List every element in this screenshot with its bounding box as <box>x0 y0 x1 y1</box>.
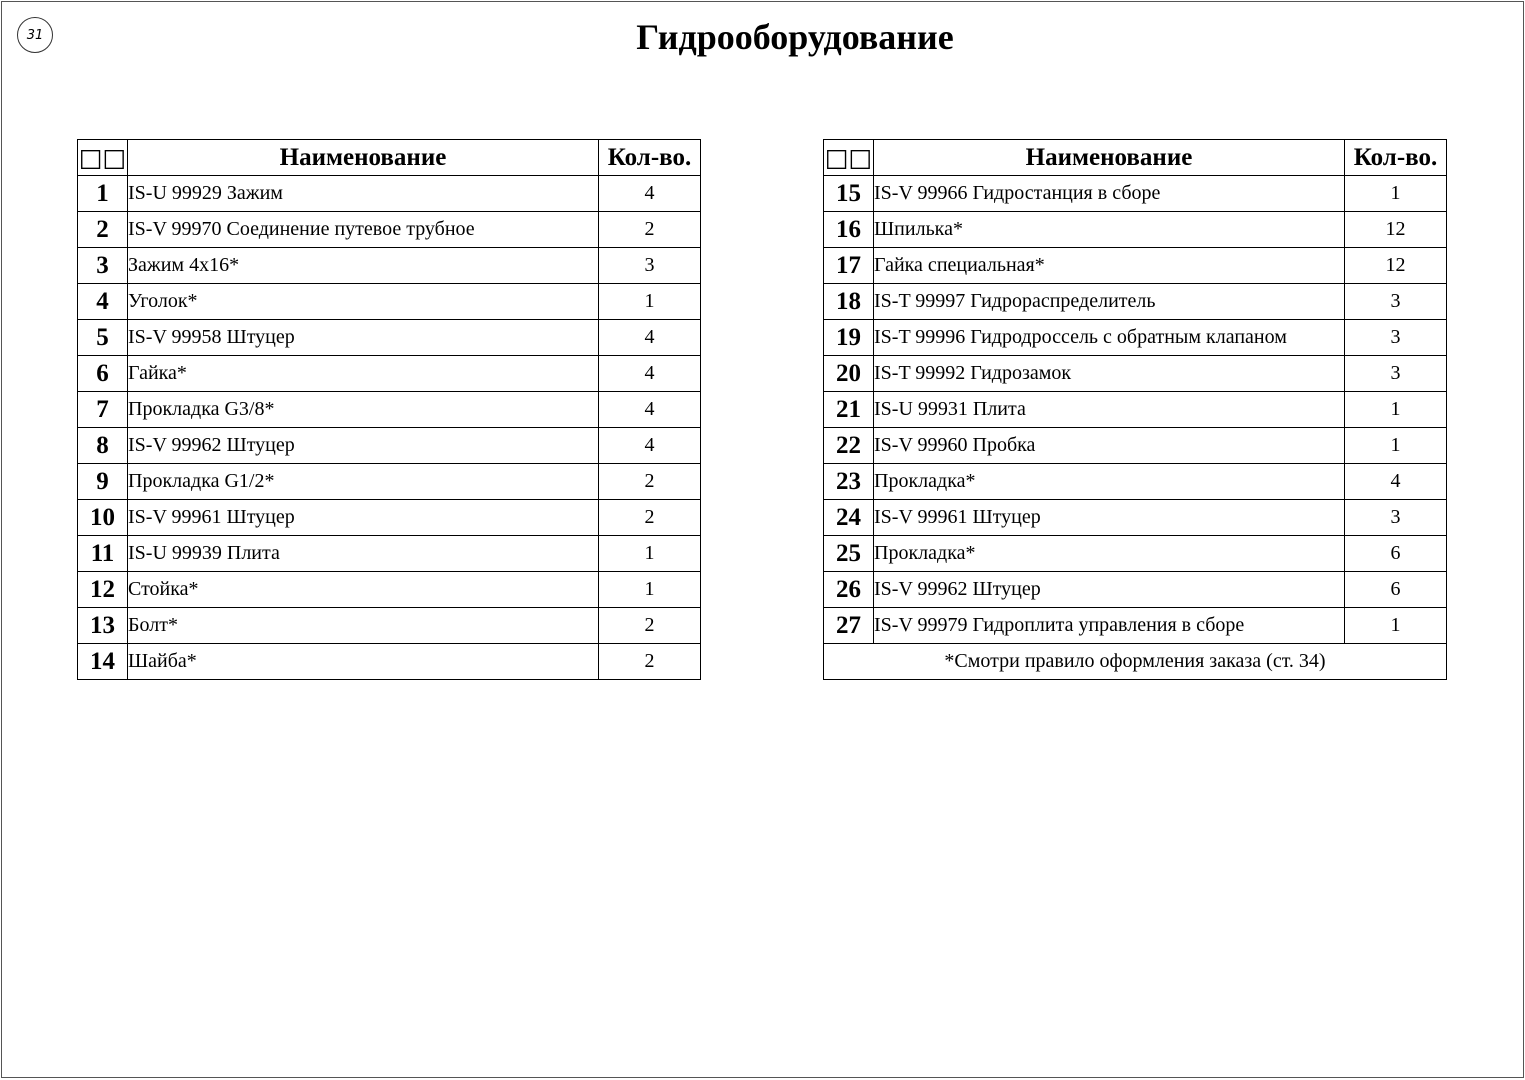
table-row <box>824 572 1447 608</box>
item-quantity: 2 <box>599 464 701 500</box>
item-quantity: 2 <box>599 608 701 644</box>
item-quantity: 1 <box>1345 176 1447 212</box>
table-row <box>824 536 1447 572</box>
item-quantity: 1 <box>599 536 701 572</box>
item-name: Стойка* <box>128 572 599 608</box>
item-number: 23 <box>824 464 874 500</box>
item-name: IS-U 99939 Плита <box>128 536 599 572</box>
table-row <box>78 212 701 248</box>
item-name: Прокладка* <box>874 536 1345 572</box>
item-quantity: 4 <box>599 320 701 356</box>
table-row <box>78 176 701 212</box>
item-number: 7 <box>78 392 128 428</box>
table-row <box>78 356 701 392</box>
item-name: Зажим 4x16* <box>128 248 599 284</box>
item-name: Шайба* <box>128 644 599 680</box>
item-number: 1 <box>78 176 128 212</box>
item-quantity: 2 <box>599 500 701 536</box>
table-row <box>78 608 701 644</box>
item-number: 10 <box>78 500 128 536</box>
item-name: IS-T 99997 Гидрораспределитель <box>874 284 1345 320</box>
item-number: 25 <box>824 536 874 572</box>
item-number: 20 <box>824 356 874 392</box>
header-number: □□ <box>824 140 874 176</box>
item-quantity: 1 <box>1345 428 1447 464</box>
item-name: IS-U 99931 Плита <box>874 392 1345 428</box>
item-number: 2 <box>78 212 128 248</box>
item-name: IS-V 99979 Гидроплита управления в сборе <box>874 608 1345 644</box>
item-name: IS-T 99996 Гидродроссель с обратным клапаном <box>874 320 1345 356</box>
header-number: □□ <box>78 140 128 176</box>
item-quantity: 3 <box>1345 500 1447 536</box>
item-number: 16 <box>824 212 874 248</box>
item-name: Прокладка G3/8* <box>128 392 599 428</box>
item-name: IS-V 99970 Соединение путевое трубное <box>128 212 599 248</box>
table-row <box>824 212 1447 248</box>
item-number: 22 <box>824 428 874 464</box>
item-number: 13 <box>78 608 128 644</box>
item-name: Гайка* <box>128 356 599 392</box>
page-number-label: 31 <box>26 27 44 43</box>
item-number: 8 <box>78 428 128 464</box>
item-quantity: 1 <box>599 284 701 320</box>
item-number: 17 <box>824 248 874 284</box>
parts-table-right <box>823 139 1447 680</box>
item-number: 27 <box>824 608 874 644</box>
item-quantity: 4 <box>599 428 701 464</box>
table-row <box>78 572 701 608</box>
table-header-row <box>824 140 1447 176</box>
item-quantity: 3 <box>599 248 701 284</box>
item-number: 12 <box>78 572 128 608</box>
item-number: 15 <box>824 176 874 212</box>
table-row <box>824 428 1447 464</box>
item-number: 9 <box>78 464 128 500</box>
table-row <box>824 284 1447 320</box>
item-quantity: 6 <box>1345 572 1447 608</box>
table-row <box>824 356 1447 392</box>
item-quantity: 2 <box>599 644 701 680</box>
table-row <box>78 428 701 464</box>
item-number: 3 <box>78 248 128 284</box>
item-quantity: 3 <box>1345 356 1447 392</box>
item-name: Прокладка* <box>874 464 1345 500</box>
item-quantity: 3 <box>1345 320 1447 356</box>
table-row <box>78 320 701 356</box>
item-name: IS-V 99960 Пробка <box>874 428 1345 464</box>
table-row <box>78 392 701 428</box>
table-row <box>824 320 1447 356</box>
item-number: 14 <box>78 644 128 680</box>
item-name: Уголок* <box>128 284 599 320</box>
item-name: IS-V 99962 Штуцер <box>128 428 599 464</box>
item-number: 19 <box>824 320 874 356</box>
item-quantity: 2 <box>599 212 701 248</box>
item-name: Шпилька* <box>874 212 1345 248</box>
item-quantity: 12 <box>1345 212 1447 248</box>
item-quantity: 4 <box>599 356 701 392</box>
table-row <box>824 392 1447 428</box>
table-row <box>824 500 1447 536</box>
table-row <box>78 644 701 680</box>
table-row <box>78 500 701 536</box>
header-name: Наименование <box>874 140 1345 176</box>
item-number: 21 <box>824 392 874 428</box>
parts-table-left <box>77 139 701 680</box>
table-row <box>824 248 1447 284</box>
footnote: *Смотри правило оформления заказа (ст. 34) <box>824 644 1447 680</box>
item-quantity: 1 <box>1345 608 1447 644</box>
item-quantity: 4 <box>599 392 701 428</box>
item-name: IS-V 99961 Штуцер <box>874 500 1345 536</box>
item-name: IS-V 99966 Гидростанция в сборе <box>874 176 1345 212</box>
page-title: Гидрооборудование <box>636 17 954 57</box>
table-row <box>824 608 1447 644</box>
item-number: 24 <box>824 500 874 536</box>
item-number: 18 <box>824 284 874 320</box>
header-quantity: Кол-во. <box>1345 140 1447 176</box>
item-quantity: 1 <box>1345 392 1447 428</box>
item-quantity: 6 <box>1345 536 1447 572</box>
item-number: 11 <box>78 536 128 572</box>
item-name: IS-T 99992 Гидрозамок <box>874 356 1345 392</box>
item-quantity: 1 <box>599 572 701 608</box>
item-quantity: 4 <box>599 176 701 212</box>
item-name: IS-V 99958 Штуцер <box>128 320 599 356</box>
item-quantity: 12 <box>1345 248 1447 284</box>
item-quantity: 4 <box>1345 464 1447 500</box>
table-row <box>824 464 1447 500</box>
item-name: IS-V 99961 Штуцер <box>128 500 599 536</box>
item-name: Болт* <box>128 608 599 644</box>
item-number: 5 <box>78 320 128 356</box>
footnote-row <box>824 644 1447 680</box>
item-name: Прокладка G1/2* <box>128 464 599 500</box>
table-row <box>78 464 701 500</box>
header-quantity: Кол-во. <box>599 140 701 176</box>
table-row <box>78 248 701 284</box>
header-name: Наименование <box>128 140 599 176</box>
table-row <box>78 536 701 572</box>
table-row <box>78 284 701 320</box>
table-header-row <box>78 140 701 176</box>
item-name: IS-V 99962 Штуцер <box>874 572 1345 608</box>
item-name: IS-U 99929 Зажим <box>128 176 599 212</box>
item-quantity: 3 <box>1345 284 1447 320</box>
item-number: 6 <box>78 356 128 392</box>
table-row <box>824 176 1447 212</box>
item-number: 4 <box>78 284 128 320</box>
item-name: Гайка специальная* <box>874 248 1345 284</box>
item-number: 26 <box>824 572 874 608</box>
